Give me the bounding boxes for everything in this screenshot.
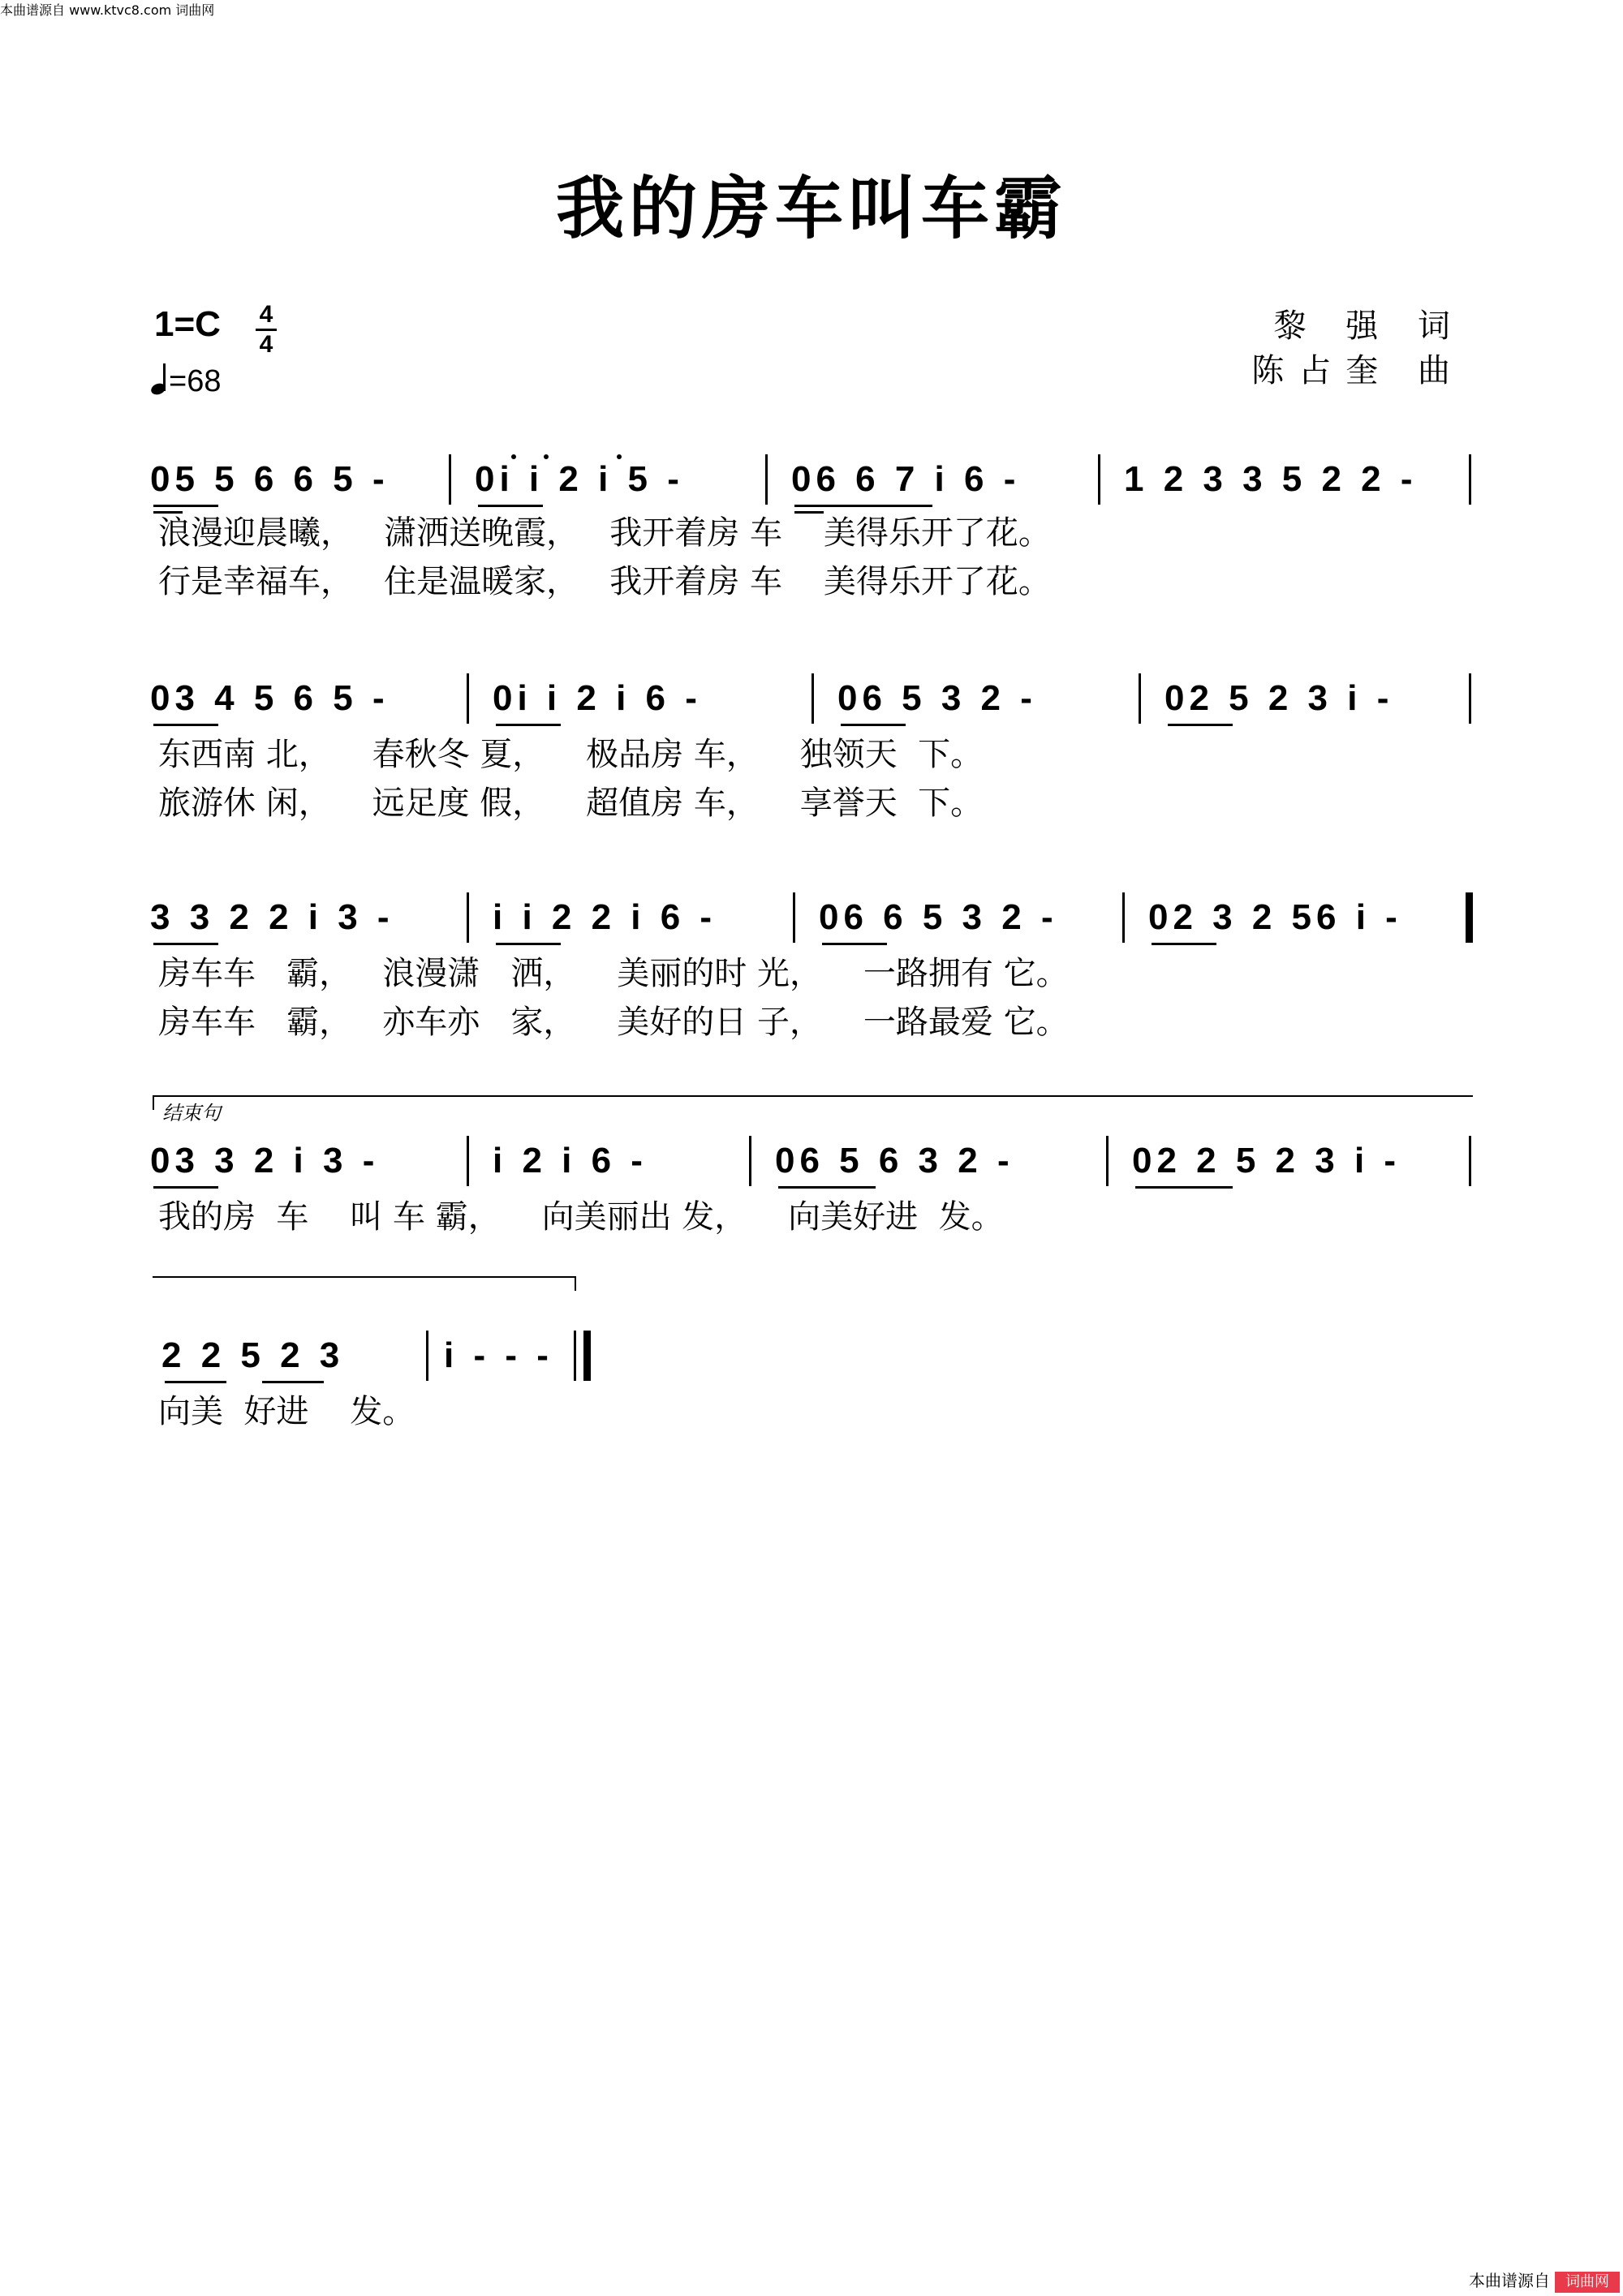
ending-bracket [153, 1095, 1473, 1110]
measure-notes: 03 4 5 6 5 - [150, 678, 390, 718]
measure-notes: 3 3 2 2 i 3 - [150, 897, 394, 937]
measure-notes: 02 5 2 3 i - [1165, 678, 1394, 718]
lyric-line: 旅游休 闲， 远足度 假， 超值房 车， 享誉天 下。 [158, 785, 984, 822]
lyric-line: 房车车 霸， 亦车亦 家， 美好的日 子， 一路最爱 它。 [158, 1004, 1069, 1041]
lyric-line: 浪漫迎晨曦， 潇洒送晚霞， 我开着房 车 美得乐开了花。 [158, 514, 1051, 552]
measure-notes: 0i i 2 i 6 - [493, 678, 702, 718]
measure-notes: 02 3 2 56 i - [1148, 897, 1402, 937]
measure-notes: i i 2 2 i 6 - [493, 897, 717, 937]
measure-notes: 05 5 6 6 5 - [150, 459, 390, 499]
footer-source: 本曲谱源自 [1469, 2271, 1550, 2290]
tempo-value: =68 [169, 364, 222, 398]
lyric-line: 房车车 霸， 浪漫潇 洒， 美丽的时 光， 一路拥有 它。 [158, 955, 1069, 992]
measure-notes: 06 6 5 3 2 - [819, 897, 1058, 937]
meter-top: 4 [259, 301, 273, 328]
tempo-marking [151, 363, 221, 399]
key-signature: 1=C [154, 304, 221, 344]
site-logo: 词曲网 [1555, 2272, 1620, 2293]
measure-notes: 06 6 7 i 6 - [791, 459, 1021, 499]
measure-notes: 1 2 3 3 5 2 2 - [1124, 459, 1418, 499]
measure-notes: i - - - [444, 1335, 553, 1375]
music-system-5 [150, 1331, 596, 1379]
measure-notes: 02 2 5 2 3 i - [1132, 1141, 1401, 1180]
music-system-4 [150, 1136, 1473, 1185]
measure-notes: 2 2 5 2 3 [161, 1335, 345, 1375]
lyric-line: 行是幸福车， 住是温暖家， 我开着房 车 美得乐开了花。 [158, 563, 1051, 600]
page-title: 我的房车叫车霸 [555, 168, 1067, 248]
music-system-2 [150, 673, 1473, 722]
measure-notes: 0i i 2 i 5 - [475, 459, 684, 499]
meter-bottom: 4 [259, 331, 273, 358]
measure-notes: 03 3 2 i 3 - [150, 1141, 380, 1180]
lyric-line: 向美 好进 发。 [158, 1393, 415, 1430]
lyricist-credit: 黎 强 词 [1273, 307, 1465, 345]
measure-notes: i 2 i 6 - [493, 1141, 648, 1180]
measure-notes: 06 5 3 2 - [837, 678, 1037, 718]
lyric-line: 东西南 北， 春秋冬 夏， 极品房 车， 独领天 下。 [158, 736, 984, 773]
composer-credit: 陈占奎 曲 [1251, 352, 1465, 389]
watermark-header: 本曲谱源自 www.ktvc8.com 词曲网 [0, 2, 215, 18]
ending-label: 结束句 [162, 1102, 221, 1124]
measure-notes: 06 5 6 3 2 - [775, 1141, 1014, 1180]
lyric-line: 我的房 车 叫 车 霸， 向美丽出 发， 向美好进 发。 [158, 1198, 1004, 1236]
time-signature [256, 302, 277, 358]
music-system-3 [150, 892, 1473, 941]
closing-bracket [153, 1276, 576, 1291]
quarter-note-icon [151, 363, 169, 396]
music-system-1 [150, 454, 1473, 503]
